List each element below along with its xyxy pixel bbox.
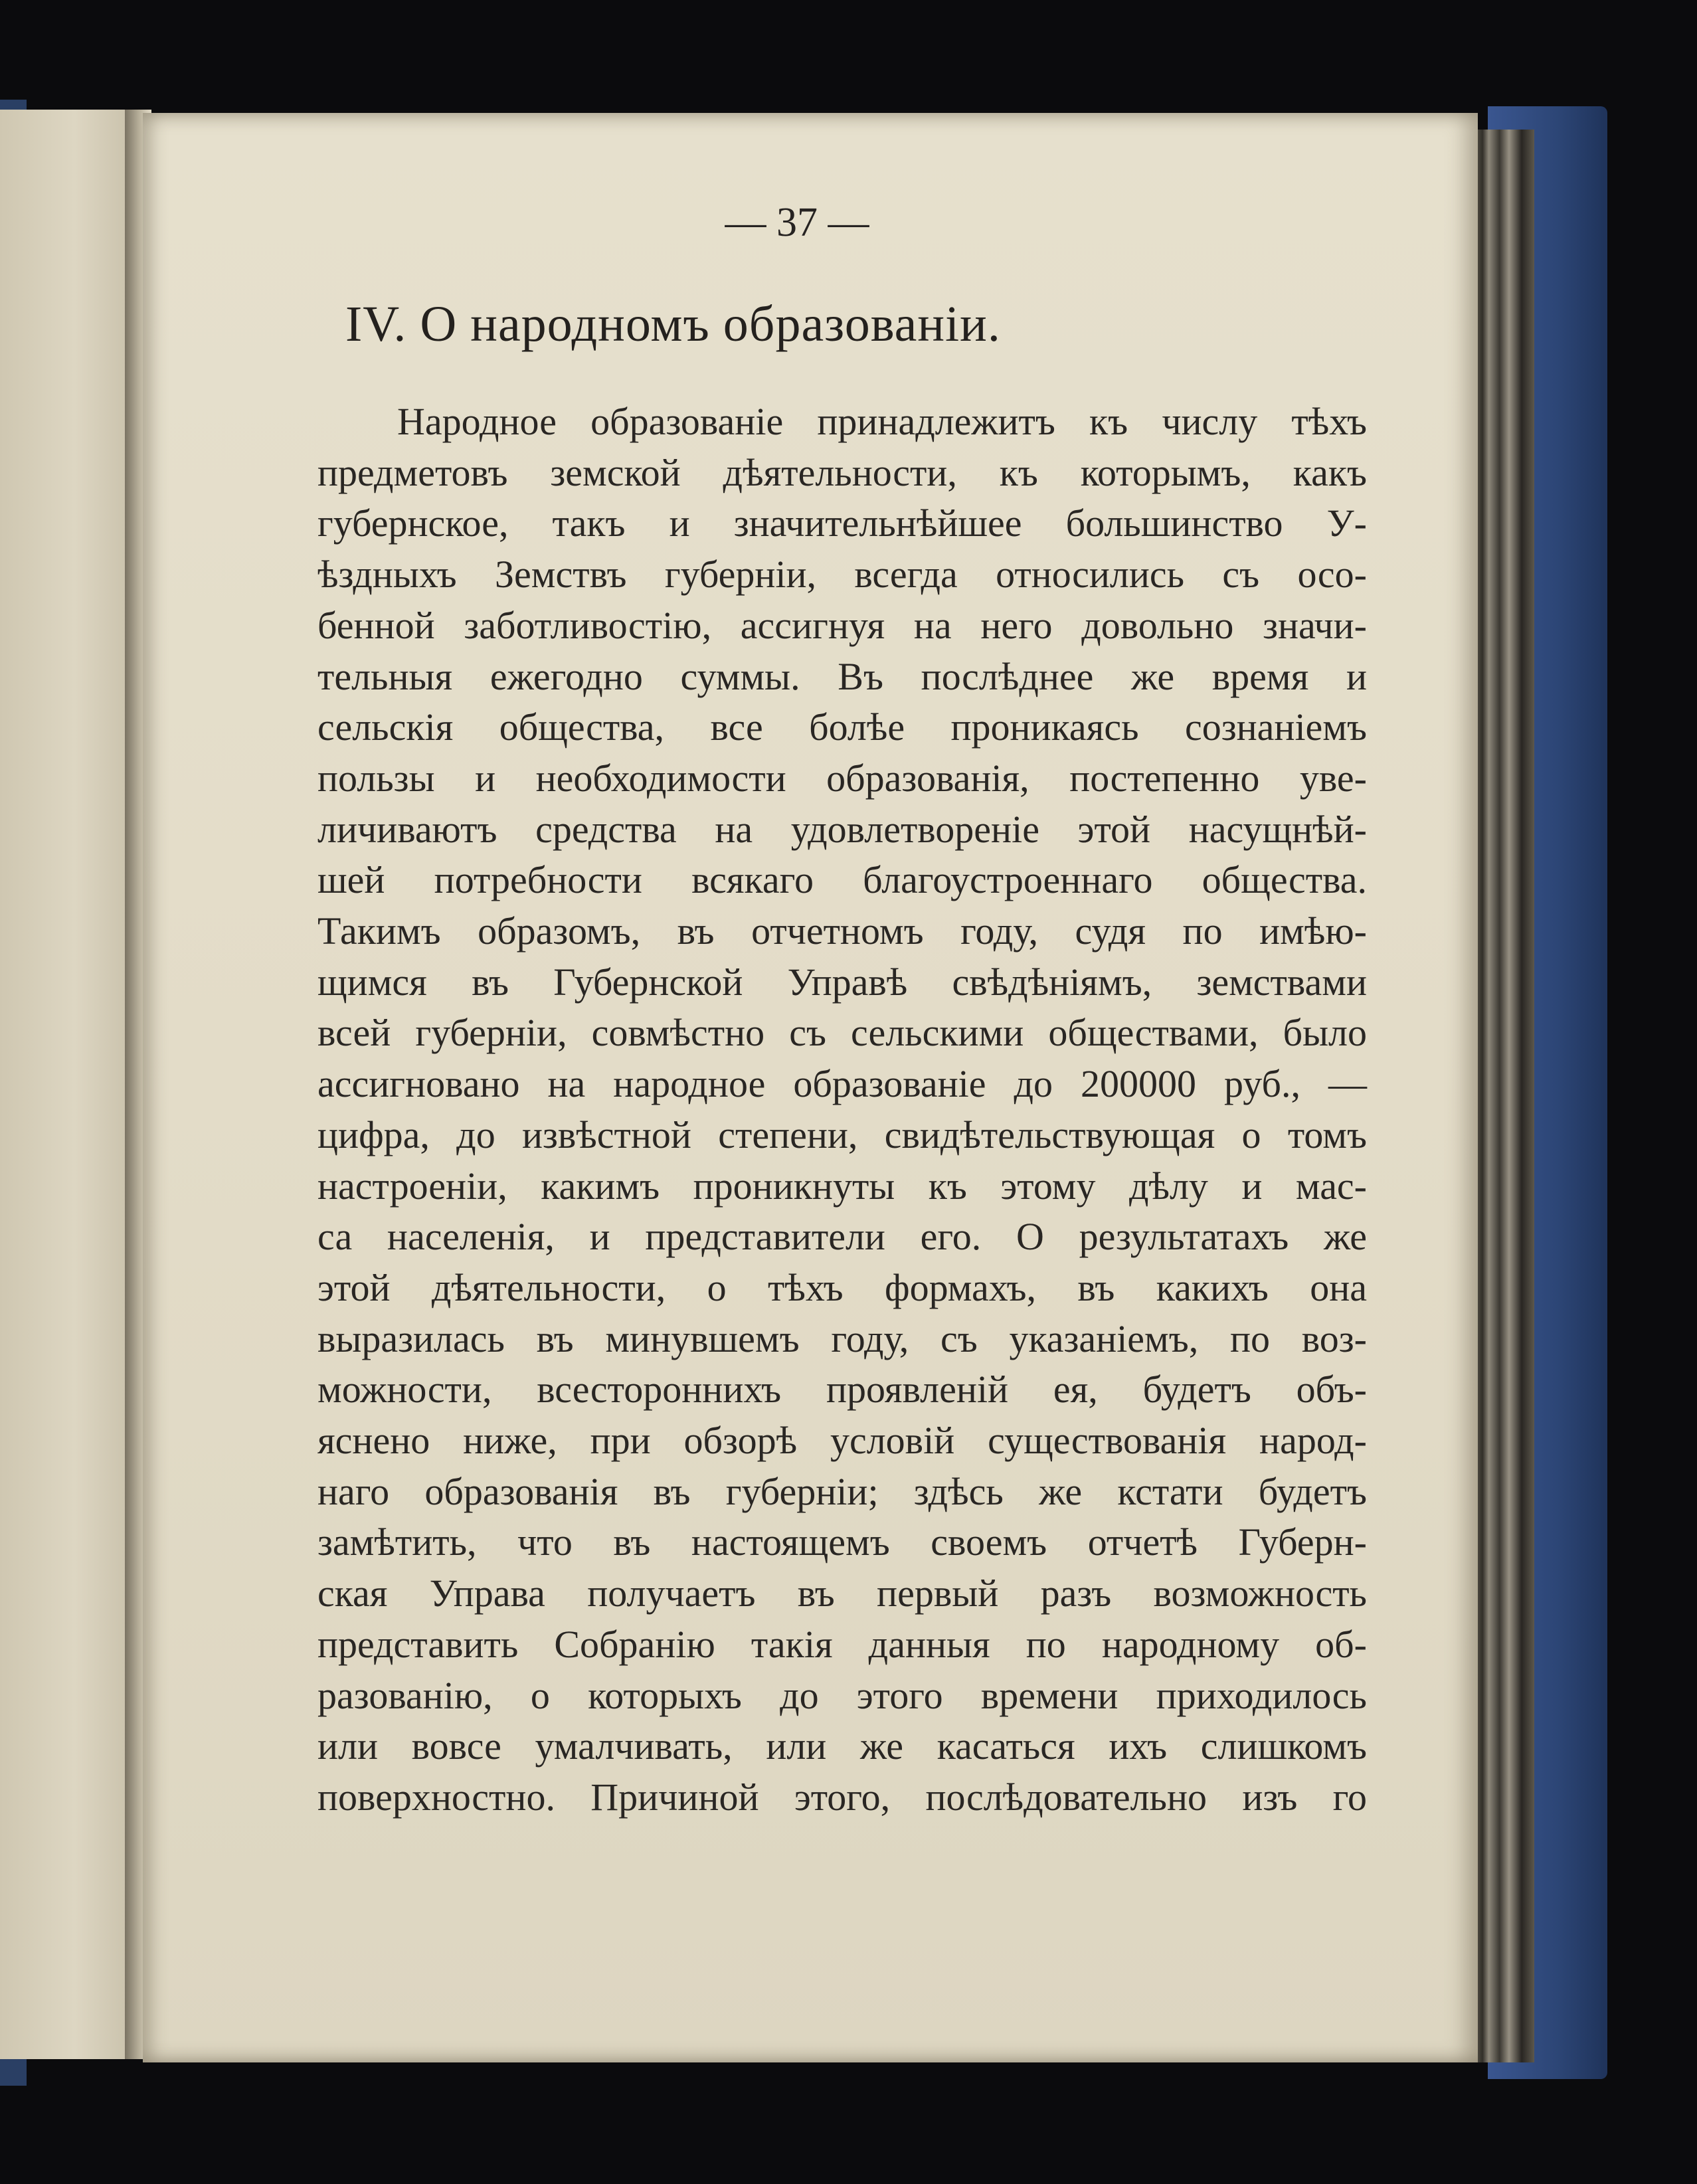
page-edges [1471,130,1534,2062]
text-line: поверхностно. Причиной этого, послѣдовательно изъ го [317,1775,1367,1819]
page-number: — 37 — [725,200,869,245]
text-line: яснено ниже, при обзорѣ условій существованія народ- [317,1419,1367,1463]
text-line: разованію, о которыхъ до этого времени приходилось [317,1673,1367,1717]
body-text [317,397,1367,1823]
text-line: са населенія, и представители его. О результатахъ же [317,1215,1367,1259]
text-line: губернское, такъ и значительнѣйшее большинство У- [317,501,1367,545]
text-line: можности, всестороннихъ проявленій ея, будетъ объ- [317,1368,1367,1411]
text-line: Народное образованіе принадлежитъ къ числу тѣхъ [397,400,1367,443]
text-line: сельскія общества, все болѣе проникаясь сознаніемъ [317,705,1367,749]
text-line: или вовсе умалчивать, или же касаться ихъ слишкомъ [317,1724,1367,1768]
text-line: замѣтить, что въ настоящемъ своемъ отчетѣ Губерн- [317,1520,1367,1564]
text-line: тельныя ежегодно суммы. Въ послѣднее же время и [317,654,1367,698]
text-line: личиваютъ средства на удовлетвореніе этой насущнѣй- [317,807,1367,851]
left-page [0,110,136,2059]
text-line: этой дѣятельности, о тѣхъ формахъ, въ какихъ она [317,1265,1367,1309]
text-line: настроеніи, какимъ проникнуты къ этому дѣлу и мас- [317,1164,1367,1208]
text-line: пользы и необходимости образованія, постепенно уве- [317,756,1367,800]
text-line: шей потребности всякаго благоустроеннаго общества. [317,858,1367,902]
text-line: ская Управа получаетъ въ первый разъ возможность [317,1572,1367,1615]
section-heading: IV. О народномъ образованіи. [345,296,1001,352]
text-line: выразилась въ минувшемъ году, съ указаніемъ, по воз- [317,1317,1367,1360]
text-line: цифра, до извѣстной степени, свидѣтельствующая о томъ [317,1113,1367,1156]
text-line: предметовъ земской дѣятельности, къ которымъ, какъ [317,450,1367,494]
text-line: ассигновано на народное образованіе до 200000 руб., — [317,1062,1367,1106]
text-line: ѣздныхъ Земствъ губерніи, всегда относились съ осо- [317,553,1367,596]
text-line: щимся въ Губернской Управѣ свѣдѣніямъ, земствами [317,960,1367,1004]
text-line: бенной заботливостію, ассигнуя на него довольно значи- [317,603,1367,647]
text-line: наго образованія въ губерніи; здѣсь же кстати будетъ [317,1469,1367,1513]
text-line: Такимъ образомъ, въ отчетномъ году, судя по имѣю- [317,909,1367,953]
text-line: представить Собранію такія данныя по народному об- [317,1622,1367,1666]
text-line: всей губерніи, совмѣстно съ сельскими обществами, было [317,1011,1367,1055]
